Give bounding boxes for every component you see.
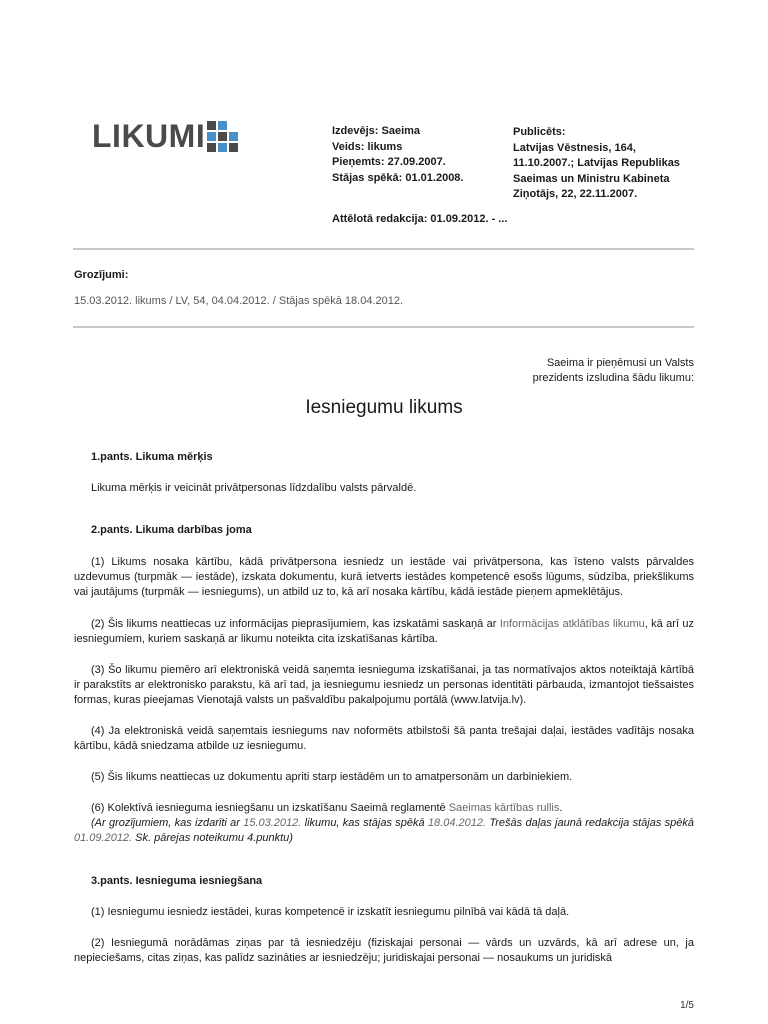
enactment-line: prezidents izsludina šādu likumu: bbox=[532, 372, 694, 384]
likumi-logo bbox=[92, 120, 238, 152]
divider bbox=[73, 248, 694, 250]
paragraph-text: , kā arī uz iesniegumiem, kuriem saskaņā ar likumu noteikta cita izskatīšanas kārtība. bbox=[74, 618, 695, 645]
published-line: 11.10.2007.; Latvijas Republikas bbox=[513, 157, 680, 169]
section-title: 1.pants. Likuma mērķis bbox=[91, 451, 213, 463]
note-text: (Ar grozījumiem, kas izdarīti ar bbox=[91, 817, 244, 829]
amendments-heading: Grozījumi: bbox=[74, 269, 129, 281]
amendment-entry: 15.03.2012. likums / LV, 54, 04.04.2012. / Stājas spēkā 18.04.2012. bbox=[74, 295, 404, 307]
law-body bbox=[74, 450, 694, 966]
section-title: 3.pants. Iesnieguma iesniegšana bbox=[91, 875, 263, 887]
paragraph-text: (6) Kolektīvā iesnieguma iesniegšanu un izskatīšanu Saeimā reglamentē bbox=[91, 802, 449, 814]
paragraph-text: (2) Šis likums neattiecas uz informācijas pieprasījumiem, kas izskatāmi saskaņā ar bbox=[91, 618, 500, 630]
enactment-formula bbox=[533, 356, 694, 386]
paragraph: (4) Ja elektroniskā veidā saņemtais iesniegums nav noformēts atbilstoši šā panta trešajai daļai, iestādes vadītājs nosaka kārtību, kādā sniedzama atbilde uz iesniegumu. bbox=[74, 725, 694, 752]
displayed-edition: Attēlotā redakcija: 01.09.2012. - ... bbox=[332, 213, 508, 225]
law-link[interactable]: Informācijas atklātības likumu bbox=[499, 618, 645, 630]
publication-info bbox=[513, 125, 680, 203]
document-type: Veids: likums bbox=[332, 140, 403, 153]
adopted-date: Pieņemts: 27.09.2007. bbox=[332, 156, 446, 168]
law-title: Iesniegumu likums bbox=[305, 397, 463, 418]
publisher: Izdevējs: Saeima bbox=[332, 125, 421, 137]
paragraph: Likuma mērķis ir veicināt privātpersonas līdzdalību valsts pārvaldē. bbox=[91, 482, 417, 494]
note-text: Trešās daļas jaunā redakcija stājas spēkā bbox=[486, 817, 694, 829]
amendment-link[interactable]: 15.03.2012. bbox=[243, 817, 302, 829]
note-text: Sk. pārejas noteikumu 4.punktu) bbox=[132, 832, 293, 844]
paragraph: (5) Šis likums neattiecas uz dokumentu apriti starp iestādēm un to amatpersonām un darbiniekiem. bbox=[91, 771, 573, 783]
paragraph: (3) Šo likumu piemēro arī elektroniskā veidā saņemta iesnieguma izskatīšanai, ja tas normatīvajos aktos noteiktajā kārtībā ir parakstīts ar elektronisko parakstu, kā arī tad, ja iesniegumu iesniedz un personas identitāti pārbauda, izmantojot tiešsaistes formas, kuras pieejamas Vienotajā valsts un pašvaldību pakalpojumu portālā (www.latvija.lv). bbox=[74, 664, 694, 706]
paragraph-text: . bbox=[559, 802, 563, 814]
amendment-note bbox=[74, 816, 694, 846]
divider bbox=[73, 326, 694, 328]
published-line: Saeimas un Ministru Kabineta bbox=[513, 172, 670, 185]
paragraph: (1) Iesniegumu iesniedz iestādei, kuras kompetencē ir izskatīt iesniegumu pilnībā vai kādā tā daļā. bbox=[91, 906, 570, 918]
paragraph: (1) Likums nosaka kārtību, kādā privātpersona iesniedz un iestāde vai privātpersona, kas īsteno valsts pārvaldes uzdevumus (turpmāk — iestāde), izskata dokumentu, kurā ietverts iestādes kompetencē esošs lūgums, sūdzība, priekšlikums vai jautājums (turpmāk — iesniegums), un atbild uz to, kā arī nosaka kārtību, kādā iestāde pieņem apmeklētājus. bbox=[74, 556, 694, 598]
logo-grid-icon bbox=[207, 121, 238, 152]
enactment-line: Saeima ir pieņēmusi un Valsts bbox=[546, 357, 694, 369]
in-force-date: Stājas spēkā: 01.01.2008. bbox=[332, 171, 464, 184]
published-line: Ziņotājs, 22, 22.11.2007. bbox=[513, 188, 638, 200]
published-label: Publicēts: bbox=[513, 126, 566, 138]
paragraph bbox=[74, 801, 694, 816]
section-title: 2.pants. Likuma darbības joma bbox=[91, 524, 252, 536]
note-text: likumu, kas stājas spēkā bbox=[301, 817, 428, 829]
paragraph bbox=[74, 617, 694, 647]
amendment-link[interactable]: 01.09.2012. bbox=[74, 832, 133, 844]
document-meta bbox=[332, 124, 463, 186]
page-number: 1/5 bbox=[680, 1000, 694, 1011]
amendment-link[interactable]: 18.04.2012. bbox=[427, 817, 487, 829]
paragraph: (2) Iesniegumā norādāmas ziņas par tā iesniedzēju (fiziskajai personai — vārds un uzvārds, kā arī adrese un, ja nepieciešams, citas ziņas, kas palīdz sazināties ar iesniedzēju; juridiskajai personai — nosaukums un juridiskā bbox=[74, 937, 694, 964]
law-link[interactable]: Saeimas kārtības rullis bbox=[448, 802, 560, 814]
published-line: Latvijas Vēstnesis, 164, bbox=[513, 141, 636, 154]
logo-text: LIKUMI bbox=[92, 118, 206, 154]
